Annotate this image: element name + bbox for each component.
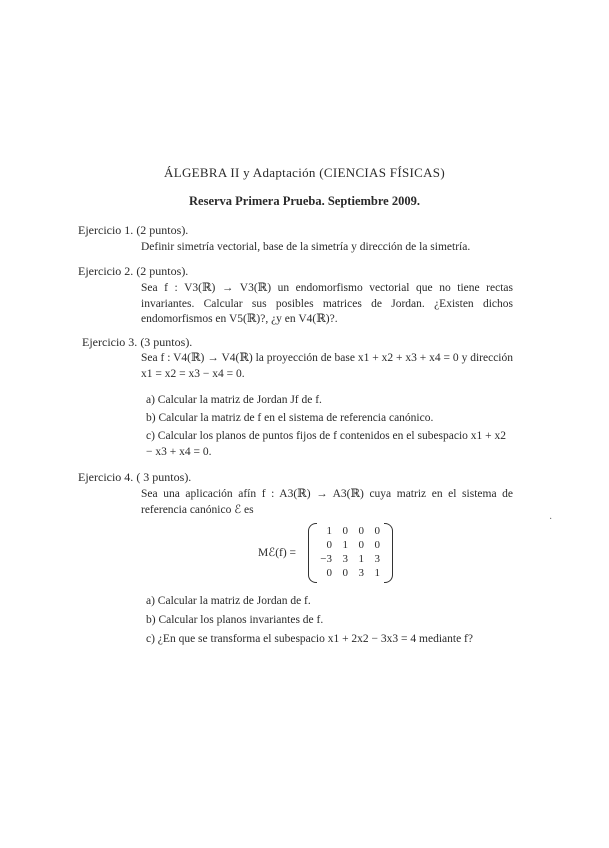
exercise-1-points: (2 puntos).	[136, 223, 189, 237]
exercise-4-item-c: c) ¿En que se transforma el subespacio x1 + 2x2 − 3x3 = 4 mediante f?	[146, 633, 473, 645]
matrix-cell: 1	[374, 567, 380, 579]
matrix-cell: 0	[374, 525, 380, 537]
exercise-4-item-b: b) Calcular los planos invariantes de f.	[146, 614, 324, 626]
matrix-cell: 0	[326, 539, 332, 551]
matrix-cell: 1	[342, 539, 348, 551]
exercise-1-header	[78, 223, 188, 238]
exercise-3-item-a: a) Calcular la matriz de Jordan Jf de f.	[146, 394, 322, 406]
exercise-2-label: Ejercicio 2.	[78, 264, 134, 278]
exercise-3-points: (3 puntos).	[140, 335, 193, 349]
matrix-cell: −3	[320, 553, 332, 565]
matrix-left-bracket	[308, 523, 317, 583]
exercise-3-header	[82, 335, 192, 350]
matrix-right-bracket	[384, 523, 393, 583]
exercise-4-text: Sea una aplicación afín f : A3(ℝ) → A3(ℝ) cuya matriz en el sistema de referencia canónico ℰ es	[141, 488, 513, 516]
matrix-label: Mℰ(f) =	[258, 547, 297, 559]
exercise-3-label: Ejercicio 3.	[82, 335, 138, 349]
matrix-cell: 0	[326, 567, 332, 579]
exercise-4-header	[78, 470, 191, 485]
matrix-cell: 3	[342, 553, 348, 565]
exercise-3-item-b: b) Calcular la matriz de f en el sistema de referencia canónico.	[146, 412, 434, 424]
exercise-1-text: Definir simetría vectorial, base de la simetría y dirección de la simetría.	[141, 241, 471, 253]
matrix-cell: 3	[374, 553, 380, 565]
exercise-4-points: ( 3 puntos).	[136, 470, 192, 484]
page-subtitle: Reserva Primera Prueba. Septiembre 2009.	[189, 194, 420, 208]
matrix-cell: 0	[374, 539, 380, 551]
exercise-3-item-c: c) Calcular los planos de puntos fijos de f contenidos en el subespacio x1 + x2 − x3 + x4 = 0.	[146, 430, 507, 458]
matrix-grid	[318, 525, 382, 581]
exercise-3-text: Sea f : V4(ℝ) → V4(ℝ) la proyección de base x1 + x2 + x3 + x4 = 0 y dirección x1 = x2 = x3 − x4 = 0.	[141, 352, 513, 380]
scan-speck: ·	[549, 514, 553, 525]
exercise-2-points: (2 puntos).	[136, 264, 189, 278]
matrix-cell: 1	[358, 553, 364, 565]
page-title: ÁLGEBRA II y Adaptación (CIENCIAS FÍSICAS)	[164, 165, 445, 180]
exercise-2-header	[78, 264, 188, 279]
matrix-cell: 0	[358, 525, 364, 537]
matrix-cell: 0	[342, 567, 348, 579]
matrix-cell: 3	[358, 567, 364, 579]
matrix-cell: 1	[326, 525, 332, 537]
exercise-4-label: Ejercicio 4.	[78, 470, 134, 484]
exercise-1-label: Ejercicio 1.	[78, 223, 134, 237]
matrix-cell: 0	[358, 539, 364, 551]
matrix-cell: 0	[342, 525, 348, 537]
exercise-2-text: Sea f : V3(ℝ) → V3(ℝ) un endomorfismo vectorial que no tiene rectas invariantes. Calcular sus posibles matrices de Jordan. ¿Existen dichos endomorfismos en V5(ℝ)?, ¿y en V4(ℝ)?.	[141, 282, 513, 325]
exercise-4-item-a: a) Calcular la matriz de Jordan de f.	[146, 595, 311, 607]
